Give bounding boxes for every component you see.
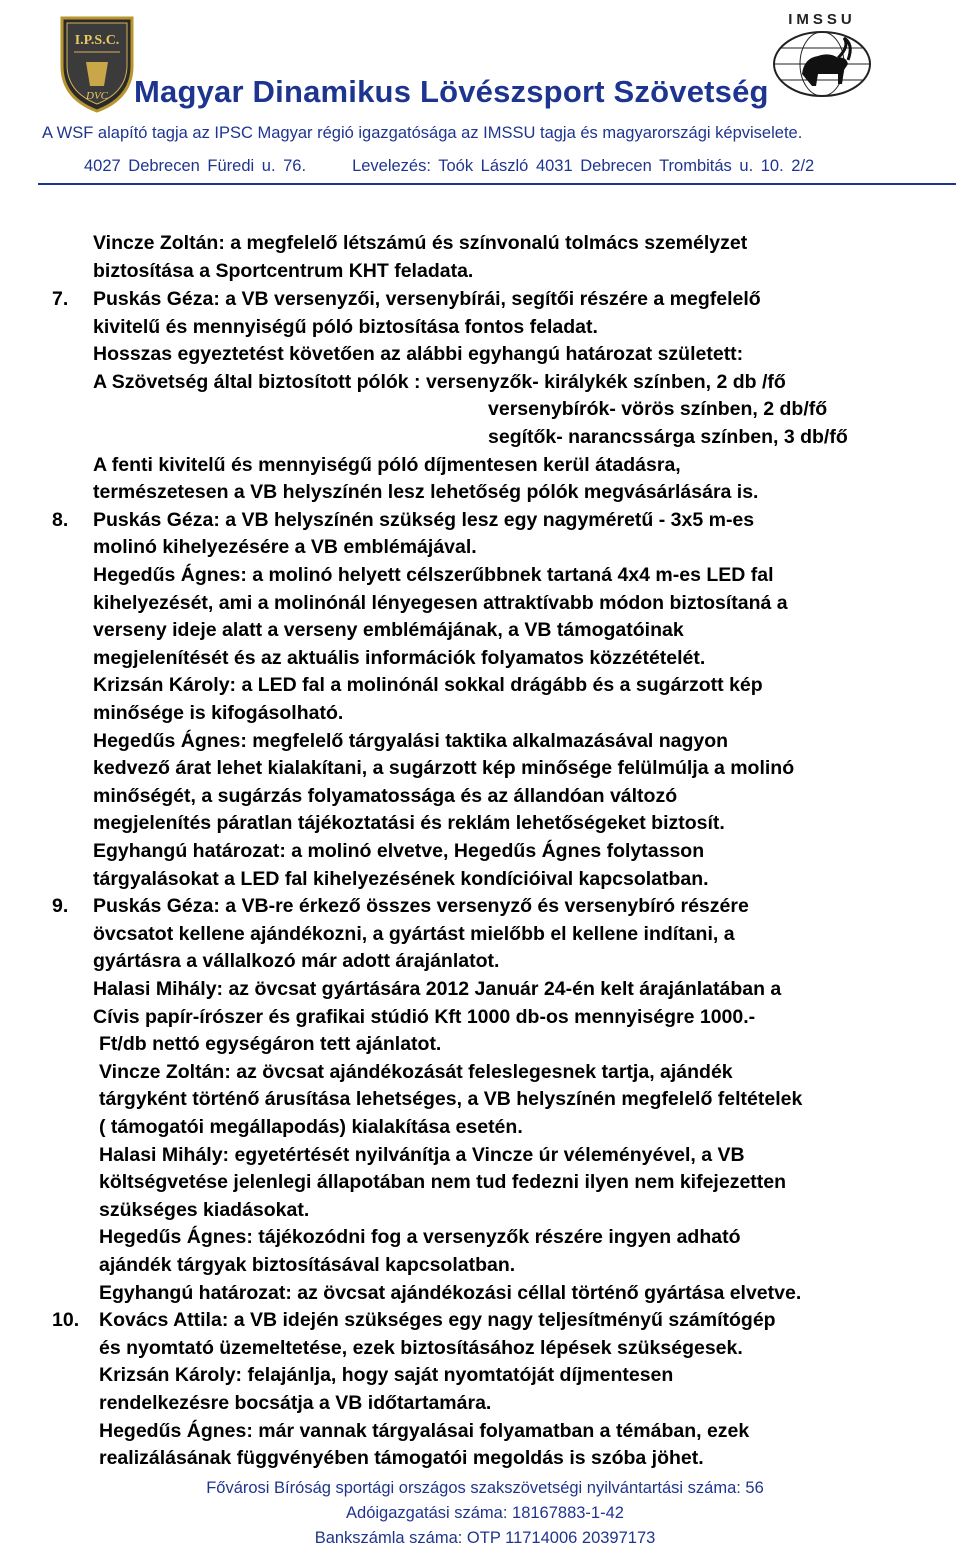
- text-line: megjelenítés páratlan tájékoztatási és reklám lehetőségeket biztosít.: [93, 812, 725, 834]
- text-line: ajándék tárgyak biztosításával kapcsolatban.: [99, 1254, 516, 1276]
- text-line: Hegedűs Ágnes: már vannak tárgyalásai folyamatban a témában, ezek: [99, 1420, 750, 1442]
- text-line: megjelenítését és az aktuális információk folyamatos közzétételét.: [93, 647, 706, 669]
- text-line: övcsatot kellene ajándékozni, a gyártást mielőbb el kellene indítani, a: [93, 923, 735, 945]
- bank-account: Bankszámla száma: OTP 11714006 20397173: [314, 1529, 656, 1547]
- mailing-address: Levelezés: Toók László 4031 Debrecen Trombitás u. 10.: [352, 157, 784, 175]
- imssu-logo: [758, 8, 886, 100]
- text-line: minősége is kifogásolható.: [93, 702, 344, 724]
- text-line: realizálásának függvényében támogatói megoldás is szóba jöhet.: [99, 1447, 704, 1469]
- text-line: versenybírók- vörös színben, 2 db/fő: [488, 398, 828, 420]
- organization-name: Magyar Dinamikus Lövészsport Szövetség: [134, 74, 769, 109]
- text-line: Ft/db nettó egységáron tett ajánlatot.: [99, 1033, 442, 1055]
- text-line: gyártásra a vállalkozó már adott árajánlatot.: [93, 950, 500, 972]
- letterhead: [0, 0, 960, 185]
- text-line: tárgyalásokat a LED fal kihelyezésének kondícióival kapcsolatban.: [93, 868, 709, 890]
- text-line: rendelkezésre bocsátja a VB időtartamára.: [99, 1392, 492, 1414]
- text-line: Hegedűs Ágnes: tájékozódni fog a versenyzők részére ingyen adható: [99, 1226, 741, 1248]
- text-line: Vincze Zoltán: a megfelelő létszámú és színvonalú tolmács személyzet: [93, 232, 748, 254]
- organization-subtitle: A WSF alapító tagja az IPSC Magyar régió igazgatósága az IMSSU tagja és magyarországi képviselete.: [42, 124, 803, 142]
- text-line: A Szövetség által biztosított pólók : versenyzők- királykék színben, 2 db /fő: [93, 371, 786, 393]
- text-line: Halasi Mihály: egyetértését nyilvánítja a Vincze úr véleményével, a VB: [99, 1144, 745, 1166]
- text-line: Hegedűs Ágnes: a molinó helyett célszerűbbnek tartaná 4x4 m-es LED fal: [93, 564, 774, 586]
- ipsc-logo: [58, 14, 136, 114]
- text-line: biztosítása a Sportcentrum KHT feladata.: [93, 260, 474, 282]
- text-line: szükséges kiadásokat.: [99, 1199, 310, 1221]
- text-line: segítők- narancssárga színben, 3 db/fő: [488, 426, 848, 448]
- text-line: verseny ideje alatt a verseny emblémájának, a VB támogatóinak: [93, 619, 684, 641]
- text-line: Krizsán Károly: a LED fal a molinónál sokkal drágább és a sugárzott kép: [93, 674, 763, 696]
- item-number: 9.: [52, 895, 69, 917]
- text-line: kedvező árat lehet kialakítani, a sugárzott kép minősége felülmúlja a molinó: [93, 757, 795, 779]
- item-number: 8.: [52, 509, 69, 531]
- text-line: minőségét, a sugárzás folyamatossága és az állandóan változó: [93, 785, 678, 807]
- svg-text:IMSSU: IMSSU: [788, 11, 856, 28]
- svg-text:DVC: DVC: [86, 90, 108, 102]
- text-line: Puskás Géza: a VB helyszínén szükség lesz egy nagyméretű - 3x5 m-es: [93, 509, 755, 531]
- text-line: Egyhangú határozat: a molinó elvetve, Hegedűs Ágnes folytasson: [93, 840, 705, 862]
- text-line: Hegedűs Ágnes: megfelelő tárgyalási taktika alkalmazásával nagyon: [93, 730, 729, 752]
- text-line: ( támogatói megállapodás) kialakítása esetén.: [99, 1116, 523, 1138]
- text-line: költségvetése jelenlegi állapotában nem tud fedezni ilyen nem kifejezetten: [99, 1171, 787, 1193]
- text-line: és nyomtató üzemeltetése, ezek biztosításához lépések szükségesek.: [99, 1337, 743, 1359]
- text-line: kihelyezését, ami a molinónál lényegesen attraktívabb módon biztosítaná a: [93, 592, 788, 614]
- text-line: természetesen a VB helyszínén lesz lehetőség pólók megvásárlására is.: [93, 481, 759, 503]
- text-line: Krizsán Károly: felajánlja, hogy saját nyomtatóját díjmentesen: [99, 1364, 674, 1386]
- text-line: Hosszas egyeztetést követően az alábbi egyhangú határozat született:: [93, 343, 744, 365]
- text-line: kivitelű és mennyiségű póló biztosítása fontos feladat.: [93, 316, 598, 338]
- item-number: 10.: [52, 1309, 80, 1331]
- svg-text:I.P.S.C.: I.P.S.C.: [74, 33, 120, 48]
- street-address: 4027 Debrecen Füredi u. 76.: [84, 157, 307, 175]
- text-line: molinó kihelyezésére a VB emblémájával.: [93, 536, 477, 558]
- text-line: Puskás Géza: a VB-re érkező összes versenyző és versenybíró részére: [93, 895, 749, 917]
- address-line: [84, 157, 814, 176]
- text-line: Egyhangú határozat: az övcsat ajándékozási céllal történő gyártása elvetve.: [99, 1282, 802, 1304]
- text-line: Cívis papír-írószer és grafikai stúdió Kft 1000 db-os mennyiségre 1000.-: [93, 1006, 756, 1028]
- page-number: 2/2: [791, 157, 815, 175]
- text-line: Vincze Zoltán: az övcsat ajándékozását feleslegesnek tartja, ajándék: [99, 1061, 733, 1083]
- header-divider: [38, 183, 956, 185]
- court-registration: Fővárosi Bíróság sportági országos szakszövetségi nyilvántartási száma: 56: [206, 1479, 764, 1497]
- text-line: Kovács Attila: a VB idején szükséges egy nagy teljesítményű számítógép: [99, 1309, 776, 1331]
- tax-number: Adóigazgatási száma: 18167883-1-42: [346, 1504, 624, 1522]
- text-line: Halasi Mihály: az övcsat gyártására 2012 Január 24-én kelt árajánlatában a: [93, 978, 782, 1000]
- text-line: tárgyként történő árusítása lehetséges, a VB helyszínén megfelelő feltételek: [99, 1088, 803, 1110]
- text-line: Puskás Géza: a VB versenyzői, versenybírái, segítői részére a megfelelő: [93, 288, 761, 310]
- text-line: A fenti kivitelű és mennyiségű póló díjmentesen kerül átadásra,: [93, 454, 681, 476]
- item-number: 7.: [52, 288, 69, 310]
